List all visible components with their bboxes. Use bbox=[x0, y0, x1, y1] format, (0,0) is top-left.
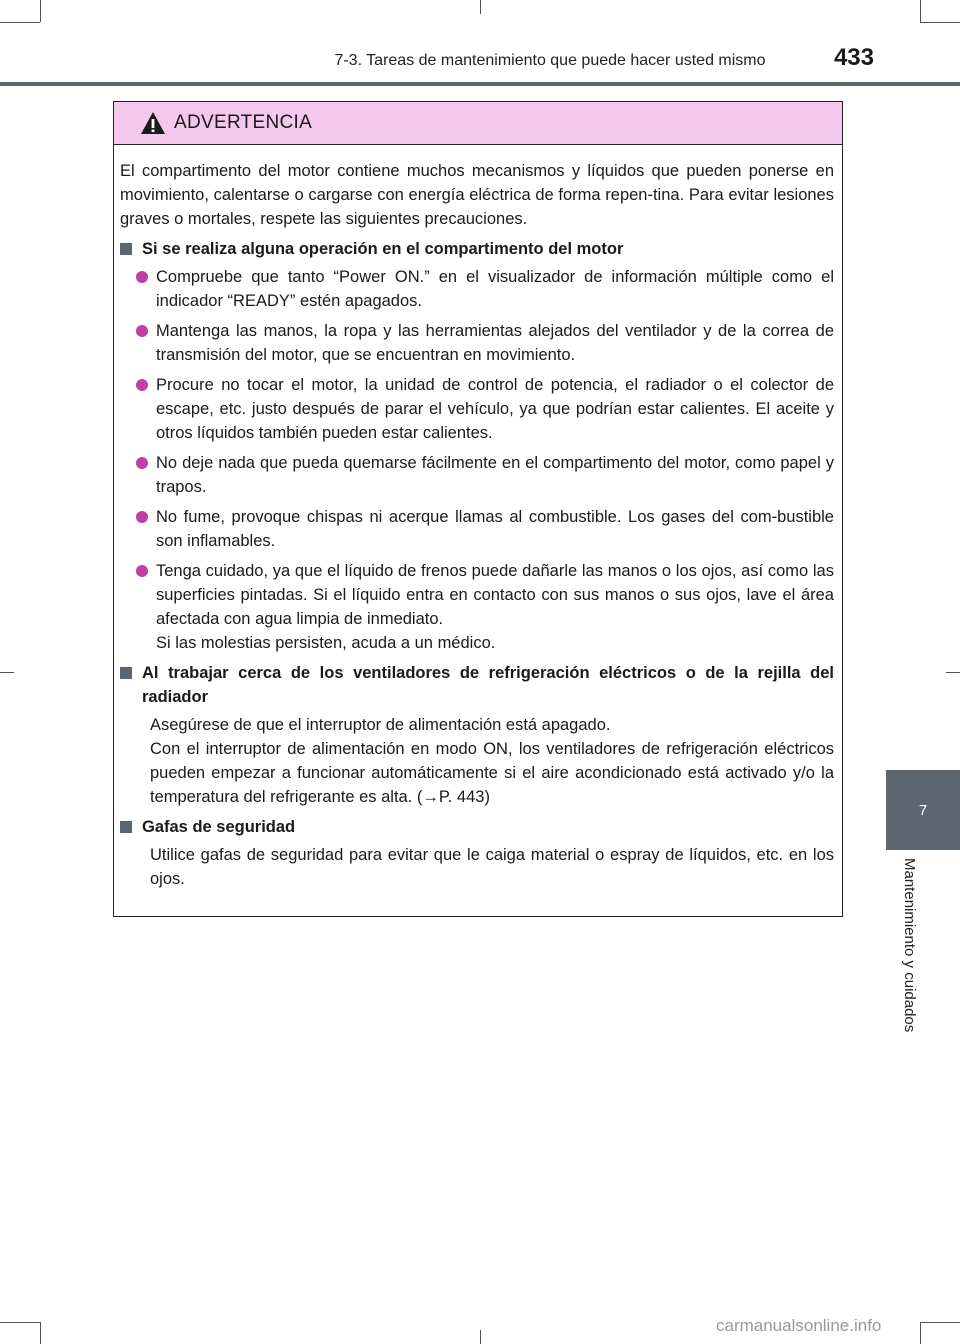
crop-mark bbox=[480, 0, 481, 14]
warning-intro: El compartimento del motor contiene muchos mecanismos y líquidos que pueden ponerse en movimiento, calentarse o cargarse con energía eléctrica de forma repen-tina. Para evitar lesiones graves o mortales, respete las siguientes precauciones. bbox=[120, 162, 834, 228]
crop-mark bbox=[40, 1322, 41, 1344]
page-number: 433 bbox=[833, 44, 874, 71]
crop-mark bbox=[40, 0, 41, 22]
crop-mark bbox=[920, 1322, 921, 1344]
crop-mark bbox=[480, 1330, 481, 1344]
list-item bbox=[136, 559, 834, 655]
chapter-label: Mantenimiento y cuidados bbox=[901, 858, 918, 1033]
bullet-dot-icon bbox=[136, 379, 148, 391]
list-item bbox=[136, 373, 834, 445]
list-item-text: No deje nada que pueda quemarse fácilmente en el compartimento del motor, como papel y trapos. bbox=[156, 454, 834, 496]
bullet-dot-icon bbox=[136, 325, 148, 337]
section-title: 7-3. Tareas de mantenimiento que puede hacer usted mismo bbox=[334, 52, 766, 69]
paragraph: Asegúrese de que el interruptor de alimentación está apagado. bbox=[150, 716, 611, 734]
paragraph: Con el interruptor de alimentación en modo ON, los ventiladores de refrigeración eléctricos pueden empezar a funcionar automáticamente si el aire acondicionado está activado y/o la temperatura del refrigerante es alta. (→P. 443) bbox=[150, 740, 834, 806]
warning-triangle-icon bbox=[140, 111, 166, 135]
section-heading-text: Si se realiza alguna operación en el compartimento del motor bbox=[142, 240, 624, 258]
crop-mark bbox=[920, 22, 960, 23]
list-item-text: No fume, provoque chispas ni acerque llamas al combustible. Los gases del com-bustible son inflamables. bbox=[156, 508, 834, 550]
square-bullet-icon bbox=[120, 667, 132, 679]
square-bullet-icon bbox=[120, 243, 132, 255]
bullet-dot-icon bbox=[136, 457, 148, 469]
list-item-text: Procure no tocar el motor, la unidad de control de potencia, el radiador o el colector de escape, etc. justo después de parar el vehículo, ya que podrían estar calientes. El aceite y otros líquidos también pueden estar calientes. bbox=[156, 376, 834, 442]
header-rule bbox=[0, 82, 960, 86]
chapter-tab bbox=[886, 770, 960, 850]
warning-title: ADVERTENCIA bbox=[174, 112, 313, 133]
list-item bbox=[136, 451, 834, 499]
list-item bbox=[136, 505, 834, 553]
section-heading bbox=[120, 237, 834, 261]
crop-mark bbox=[920, 0, 921, 22]
bullet-dot-icon bbox=[136, 511, 148, 523]
list-item-text: Compruebe que tanto “Power ON.” en el visualizador de información múltiple como el indicador “READY” estén apagados. bbox=[156, 268, 834, 310]
list-item-text-extra: Si las molestias persisten, acuda a un médico. bbox=[156, 634, 496, 652]
watermark: carmanualsonline.info bbox=[716, 1316, 882, 1335]
chapter-number: 7 bbox=[918, 801, 928, 819]
bullet-dot-icon bbox=[136, 565, 148, 577]
square-bullet-icon bbox=[120, 821, 132, 833]
paragraph: Utilice gafas de seguridad para evitar que le caiga material o espray de líquidos, etc. en los ojos. bbox=[150, 846, 834, 888]
chapter-label-container bbox=[886, 858, 926, 1068]
list-item bbox=[136, 319, 834, 367]
warning-header bbox=[114, 102, 842, 145]
crop-mark bbox=[920, 1322, 960, 1323]
section-heading-text: Gafas de seguridad bbox=[142, 818, 296, 836]
list-item-text: Mantenga las manos, la ropa y las herramientas alejados del ventilador y de la correa de transmisión del motor, que se encuentran en movimiento. bbox=[156, 322, 834, 364]
warning-body bbox=[114, 145, 842, 891]
section-heading-text: Al trabajar cerca de los ventiladores de refrigeración eléctricos o de la rejilla del radiador bbox=[142, 664, 834, 706]
bullet-dot-icon bbox=[136, 271, 148, 283]
section-heading bbox=[120, 815, 834, 839]
warning-box bbox=[113, 101, 843, 917]
crop-mark bbox=[0, 672, 14, 673]
list-item-text bbox=[156, 559, 834, 655]
crop-mark bbox=[0, 22, 40, 23]
list-item bbox=[136, 265, 834, 313]
section-heading bbox=[120, 661, 834, 709]
crop-mark bbox=[946, 672, 960, 673]
list-item-text-main: Tenga cuidado, ya que el líquido de frenos puede dañarle las manos o los ojos, así como las superficies pintadas. Si el líquido entra en contacto con sus manos o sus ojos, lave el área afectada con agua limpia de inmediato. bbox=[156, 562, 834, 628]
crop-mark bbox=[0, 1322, 40, 1323]
